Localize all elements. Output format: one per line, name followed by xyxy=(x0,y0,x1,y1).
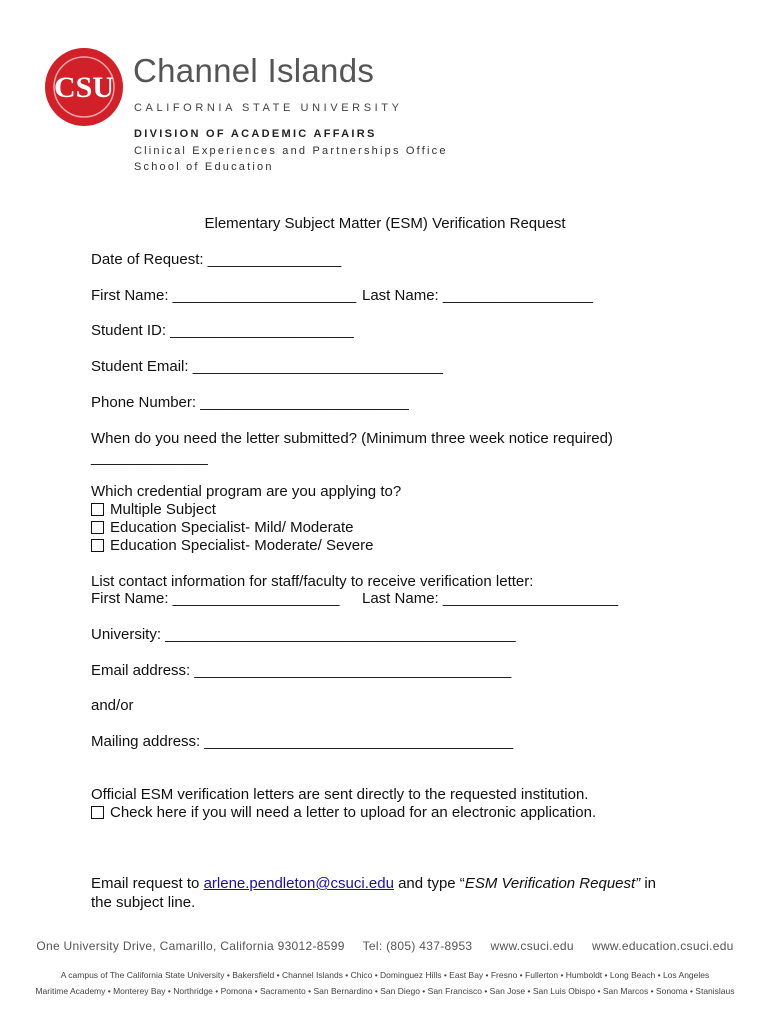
footer-campus-line-2: Maritime Academy • Monterey Bay • Northridge • Pomona • Sacramento • San Bernardino • San Diego • San Francisco • San Jose • San Luis Obispo • San Marcos • Sonoma • Stanislaus xyxy=(35,986,735,996)
email-request-line2: the subject line. xyxy=(91,894,196,911)
checkbox[interactable] xyxy=(91,503,104,516)
checkbox[interactable] xyxy=(91,539,104,552)
contact-last-name-field[interactable]: Last Name: _____________________ xyxy=(362,590,619,607)
email-request-middle: and type “ xyxy=(393,875,465,892)
brand-subtitle: CALIFORNIA STATE UNIVERSITY xyxy=(134,102,403,114)
program-option-mild-moderate[interactable] xyxy=(91,519,353,536)
date-of-request-field[interactable]: Date of Request: ________________ xyxy=(91,251,342,268)
program-option-moderate-severe[interactable] xyxy=(91,537,373,554)
checkbox[interactable] xyxy=(91,521,104,534)
mailing-address-field[interactable]: Mailing address: _____________________________________ xyxy=(91,733,514,750)
student-email-field[interactable]: Student Email: ______________________________ xyxy=(91,358,443,375)
last-name-field[interactable]: Last Name: __________________ xyxy=(362,287,594,304)
footer-address: One University Drive, Camarillo, California 93012-8599 Tel: (805) 437-8953 www.csuci.edu www.education.csuci.edu xyxy=(36,939,734,953)
csu-logo xyxy=(44,47,124,127)
checkbox[interactable] xyxy=(91,806,104,819)
student-id-field[interactable]: Student ID: ______________________ xyxy=(91,322,354,339)
form-title: Elementary Subject Matter (ESM) Verification Request xyxy=(204,215,566,232)
email-link[interactable]: arlene.pendleton@csuci.edu xyxy=(203,875,394,892)
brand-title: Channel Islands xyxy=(133,52,375,89)
official-note: Official ESM verification letters are sent directly to the requested institution. xyxy=(91,786,589,803)
phone-number-field[interactable]: Phone Number: _________________________ xyxy=(91,394,409,411)
upload-check-option[interactable] xyxy=(91,804,596,821)
office-name: Clinical Experiences and Partnerships Office xyxy=(134,145,448,157)
program-option-multiple-subject[interactable] xyxy=(91,501,216,518)
and-or-text: and/or xyxy=(91,697,134,714)
when-needed-field[interactable]: ______________ xyxy=(91,449,208,466)
first-name-field[interactable]: First Name: ______________________ xyxy=(91,287,357,304)
email-request-line xyxy=(91,875,656,892)
option-label: Education Specialist- Moderate/ Severe xyxy=(110,537,374,554)
school-name: School of Education xyxy=(134,161,274,173)
email-subject: ESM Verification Request” xyxy=(464,875,641,892)
option-label: Check here if you will need a letter to upload for an electronic application. xyxy=(110,804,597,821)
logo-text: CSU xyxy=(53,71,115,104)
email-request-suffix: in xyxy=(640,875,657,892)
option-label: Multiple Subject xyxy=(110,501,216,518)
contact-heading: List contact information for staff/faculty to receive verification letter: xyxy=(91,573,534,590)
email-address-field[interactable]: Email address: ______________________________________ xyxy=(91,662,512,679)
university-field[interactable]: University: __________________________________________ xyxy=(91,626,516,643)
email-request-prefix: Email request to xyxy=(91,875,204,892)
contact-first-name-field[interactable]: First Name: ____________________ xyxy=(91,590,340,607)
program-question: Which credential program are you applying to? xyxy=(91,483,402,500)
when-needed-question: When do you need the letter submitted? (Minimum three week notice required) xyxy=(91,430,613,447)
option-label: Education Specialist- Mild/ Moderate xyxy=(110,519,354,536)
footer-campus-line-1: A campus of The California State University • Bakersfield • Channel Islands • Chico • Dominguez Hills • East Bay • Fresno • Fullerton • Humboldt • Long Beach • Los Angeles xyxy=(60,970,710,980)
division-title: DIVISION OF ACADEMIC AFFAIRS xyxy=(134,128,377,140)
